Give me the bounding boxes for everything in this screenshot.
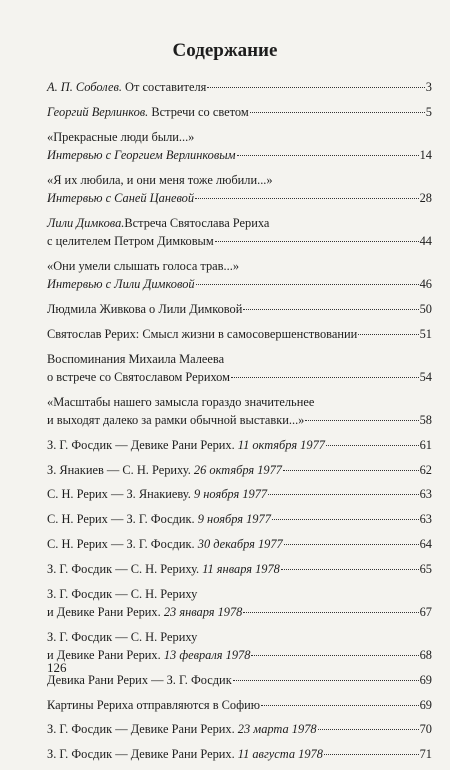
toc-entry[interactable] <box>47 350 432 387</box>
entry-title: Девика Рани Рерих — З. Г. Фосдик <box>47 672 232 687</box>
entry-page: 5 <box>425 104 432 119</box>
entry-page: 69 <box>419 697 432 712</box>
entry-page: 69 <box>419 672 432 687</box>
toc-entry[interactable] <box>47 560 432 578</box>
entry-page: 67 <box>419 604 432 619</box>
entry-author: Георгий Верлинков. <box>47 104 149 119</box>
entry-subtitle: «Масштабы нашего замысла гораздо значительнее <box>47 394 315 409</box>
entry-page: 62 <box>419 462 432 477</box>
entry-page: 3 <box>425 80 432 94</box>
dot-leader <box>284 544 419 545</box>
entry-subtitle: Воспоминания Михаила Малеева <box>47 351 225 366</box>
dot-leader <box>305 420 418 421</box>
toc-entry[interactable] <box>47 720 432 738</box>
entry-page: 58 <box>419 412 432 427</box>
entry-page: 14 <box>419 147 432 162</box>
entry-title: о встрече со Святославом Рерихом <box>47 369 230 384</box>
entry-author: А. П. Соболев. <box>47 80 122 94</box>
toc-entry[interactable] <box>47 171 432 208</box>
page-title: Содержание <box>172 40 278 61</box>
toc-entry[interactable] <box>47 628 432 665</box>
entry-date: 9 ноября 1977 <box>197 512 271 527</box>
entry-title: и выходят далеко за рамки обычной выставки...» <box>47 412 305 427</box>
entry-title: З. Г. Фосдик — Девике Рани Рерих. <box>47 437 238 452</box>
entry-date: 11 августа 1978 <box>237 747 323 762</box>
entry-subtitle: «Я их любила, и они меня тоже любили...» <box>47 172 273 187</box>
dot-leader <box>251 655 418 656</box>
toc-entry[interactable] <box>47 535 432 553</box>
toc-entry[interactable] <box>47 393 432 430</box>
dot-leader <box>196 284 419 285</box>
entry-date: 30 декабря 1977 <box>197 536 283 551</box>
entry-title: с целителем Петром Димковым <box>47 234 214 249</box>
entry-title: З. Янакиев — С. Н. Рериху. <box>47 462 194 477</box>
entry-page: 54 <box>419 369 432 384</box>
dot-leader <box>283 470 419 471</box>
toc-entry[interactable] <box>47 103 432 121</box>
entry-title: Интервью с Лили Димковой <box>47 277 195 292</box>
entry-date: 13 февраля 1978 <box>163 647 251 662</box>
entry-title: Интервью с Георгием Верлинковым <box>47 147 236 162</box>
dot-leader <box>358 334 418 335</box>
entry-author: Лили Димкова. <box>47 215 125 230</box>
entry-page: 63 <box>419 487 432 502</box>
entry-page: 44 <box>419 234 432 249</box>
toc-entry[interactable] <box>47 257 432 294</box>
entry-page: 50 <box>419 301 432 316</box>
dot-leader <box>231 377 419 378</box>
entry-page: 68 <box>419 647 432 662</box>
dot-leader <box>195 198 419 199</box>
dot-leader <box>250 112 425 113</box>
table-of-contents <box>47 78 432 770</box>
entry-title: С. Н. Рерих — З. Г. Фосдик. <box>47 512 198 527</box>
entry-subtitle: «Они умели слышать голоса трав...» <box>47 258 240 273</box>
dot-leader <box>233 680 419 681</box>
entry-subtitle: З. Г. Фосдик — С. Н. Рериху <box>47 586 198 601</box>
entry-subtitle: З. Г. Фосдик — С. Н. Рериху <box>47 629 198 644</box>
entry-page: 28 <box>419 190 432 205</box>
toc-entry[interactable] <box>47 510 432 528</box>
entry-date: 26 октября 1977 <box>193 462 282 477</box>
dot-leader <box>272 519 419 520</box>
toc-entry[interactable] <box>47 325 432 343</box>
dot-leader <box>318 729 419 730</box>
entry-title: От составителя <box>121 80 207 94</box>
entry-page: 63 <box>419 512 432 527</box>
dot-leader <box>281 569 419 570</box>
dot-leader <box>215 241 419 242</box>
toc-entry[interactable] <box>47 485 432 503</box>
toc-entry[interactable] <box>47 461 432 479</box>
dot-leader <box>243 309 418 310</box>
page-number: 126 <box>47 660 67 675</box>
toc-entry[interactable] <box>47 671 432 689</box>
entry-title: З. Г. Фосдик — Девике Рани Рерих. <box>47 722 238 737</box>
dot-leader <box>268 494 419 495</box>
entry-title: Святослав Рерих: Смысл жизни в самосовершенствовании <box>47 326 358 341</box>
entry-title: Встречи со светом <box>148 104 249 119</box>
entry-title: С. Н. Рерих — З. Г. Фосдик. <box>47 536 198 551</box>
toc-entry[interactable] <box>47 214 432 251</box>
entry-page: 64 <box>419 536 432 551</box>
entry-title: З. Г. Фосдик — С. Н. Рериху. <box>47 561 203 576</box>
entry-subtitle: Встреча Святослава Рериха <box>124 215 270 230</box>
entry-title: Людмила Живкова о Лили Димковой <box>47 301 243 316</box>
entry-date: 23 января 1978 <box>163 604 243 619</box>
entry-title: Картины Рериха отправляются в Софию <box>47 697 261 712</box>
toc-entry[interactable] <box>47 745 432 763</box>
toc-entry[interactable] <box>47 78 432 96</box>
entry-date: 9 ноября 1977 <box>193 487 268 502</box>
entry-title: и Девике Рани Рерих. <box>47 647 164 662</box>
dot-leader <box>243 612 418 613</box>
entry-date: 11 октября 1977 <box>237 437 325 452</box>
entry-title: и Девике Рани Рерих. <box>47 604 164 619</box>
entry-subtitle: «Прекрасные люди были...» <box>47 129 195 144</box>
toc-entry[interactable] <box>47 128 432 165</box>
toc-entry[interactable] <box>47 436 432 454</box>
toc-entry[interactable] <box>47 696 432 714</box>
entry-page: 46 <box>419 277 432 292</box>
dot-leader <box>207 87 424 88</box>
dot-leader <box>237 155 419 156</box>
entry-title: Интервью с Саней Цаневой <box>47 190 195 205</box>
dot-leader <box>324 754 419 755</box>
dot-leader <box>261 705 419 706</box>
entry-page: 65 <box>419 561 432 576</box>
toc-entry[interactable] <box>47 300 432 318</box>
entry-date: 23 марта 1978 <box>237 722 317 737</box>
entry-title: С. Н. Рерих — З. Янакиеву. <box>47 487 194 502</box>
entry-page: 61 <box>419 437 432 452</box>
entry-page: 71 <box>419 747 432 762</box>
toc-entry[interactable] <box>47 585 432 622</box>
entry-title: З. Г. Фосдик — Девике Рани Рерих. <box>47 747 238 762</box>
entry-date: 11 января 1978 <box>202 561 280 576</box>
entry-page: 70 <box>419 722 432 737</box>
dot-leader <box>326 445 419 446</box>
entry-page: 51 <box>419 326 432 341</box>
